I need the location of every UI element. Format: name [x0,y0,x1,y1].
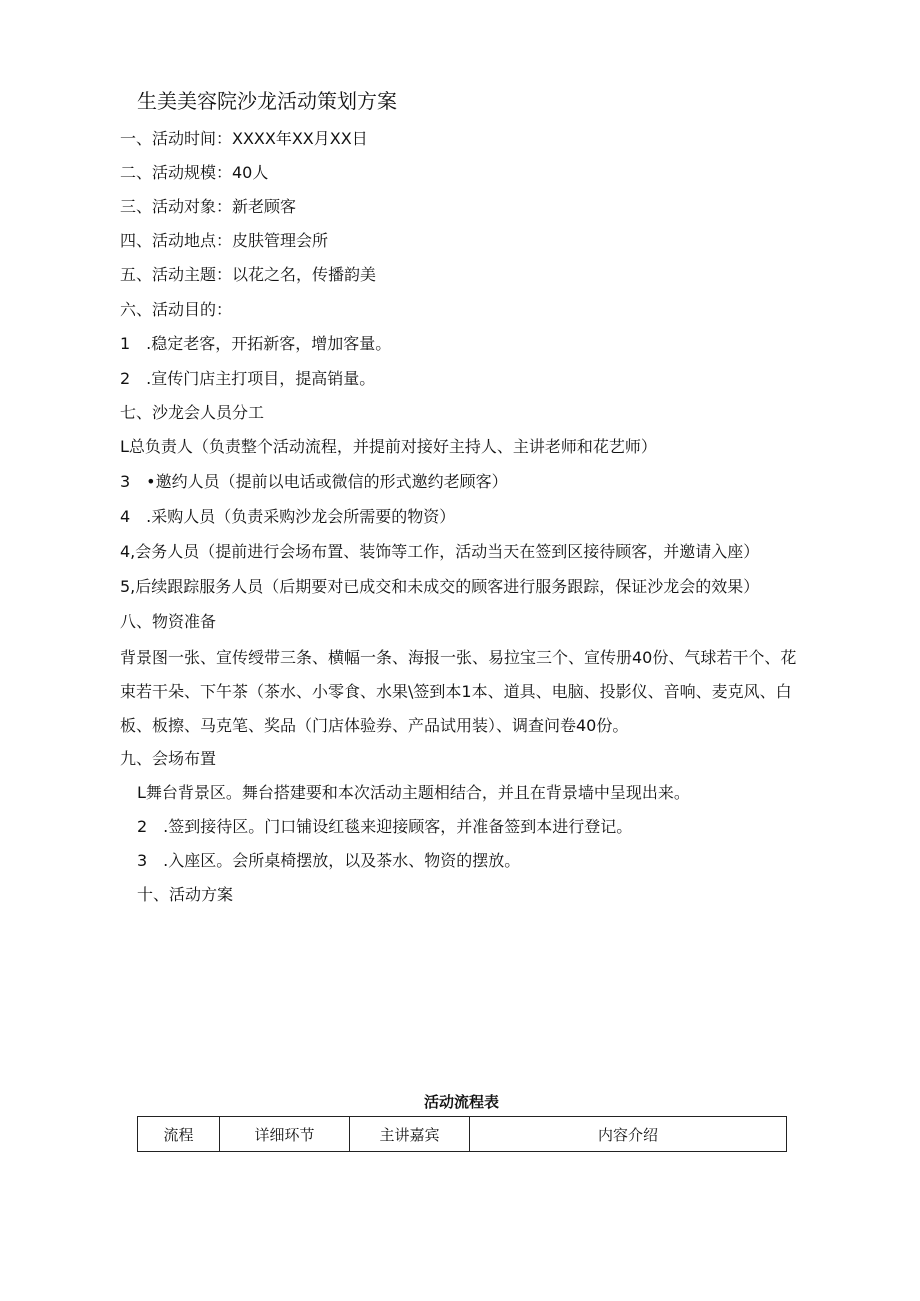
info-theme: 五、活动主题：以花之名，传播韵美 [120,265,377,284]
column-header-details: 详细环节 [220,1117,350,1152]
staff-item: 3 •邀约人员（提前以电话或微信的形式邀约老顾客） [120,472,508,491]
info-scale: 二、活动规模：40人 [120,163,269,182]
document-title: 生美美容院沙龙活动策划方案 [137,89,397,113]
goal-item: 1 .稳定老客，开拓新客，增加客量。 [120,334,392,353]
staff-item: 5,后续跟踪服务人员（后期要对已成交和未成交的顾客进行服务跟踪，保证沙龙会的效果） [120,577,760,596]
staff-item: L总负责人（负责整个活动流程，并提前对接好主持人、主讲老师和花艺师） [120,437,657,456]
venue-item: L舞台背景区。舞台搭建要和本次活动主题相结合，并且在背景墙中呈现出来。 [137,783,690,802]
info-audience: 三、活动对象：新老顾客 [120,197,297,216]
info-time: 一、活动时间：XXXX年XX月XX日 [120,129,368,148]
staff-heading: 七、沙龙会人员分工 [120,403,265,422]
table-header-row [138,1117,787,1152]
info-location: 四、活动地点：皮肤管理会所 [120,231,329,250]
materials-heading: 八、物资准备 [120,612,217,631]
materials-text: 背景图一张、宣传绶带三条、横幅一条、海报一张、易拉宝三个、宣传册40份、气球若干个、花束若干朵、下午茶（茶水、小零食、水果\签到本1本、道具、电脑、投影仪、音响、麦克风、白板、板擦、马克笔、奖品（门店体验券、产品试用装）、调查问卷40份。 [120,648,797,735]
goal-item: 2 .宣传门店主打项目，提高销量。 [120,369,376,388]
column-header-content: 内容介绍 [470,1117,787,1152]
venue-item: 3 .入座区。会所桌椅摆放，以及茶水、物资的摆放。 [137,851,521,870]
column-header-process: 流程 [138,1117,220,1152]
flow-table [137,1116,787,1152]
venue-heading: 九、会场布置 [120,749,217,768]
flow-table-title: 活动流程表 [423,1093,499,1111]
staff-item: 4 .采购人员（负责采购沙龙会所需要的物资） [120,507,456,526]
info-purpose-heading: 六、活动目的： [120,300,233,319]
staff-item: 4,会务人员（提前进行会场布置、装饰等工作，活动当天在签到区接待顾客，并邀请入座） [120,542,760,561]
column-header-speaker: 主讲嘉宾 [350,1117,470,1152]
venue-item: 2 .签到接待区。门口铺设红毯来迎接顾客，并准备签到本进行登记。 [137,817,633,836]
plan-heading: 十、活动方案 [137,885,234,904]
